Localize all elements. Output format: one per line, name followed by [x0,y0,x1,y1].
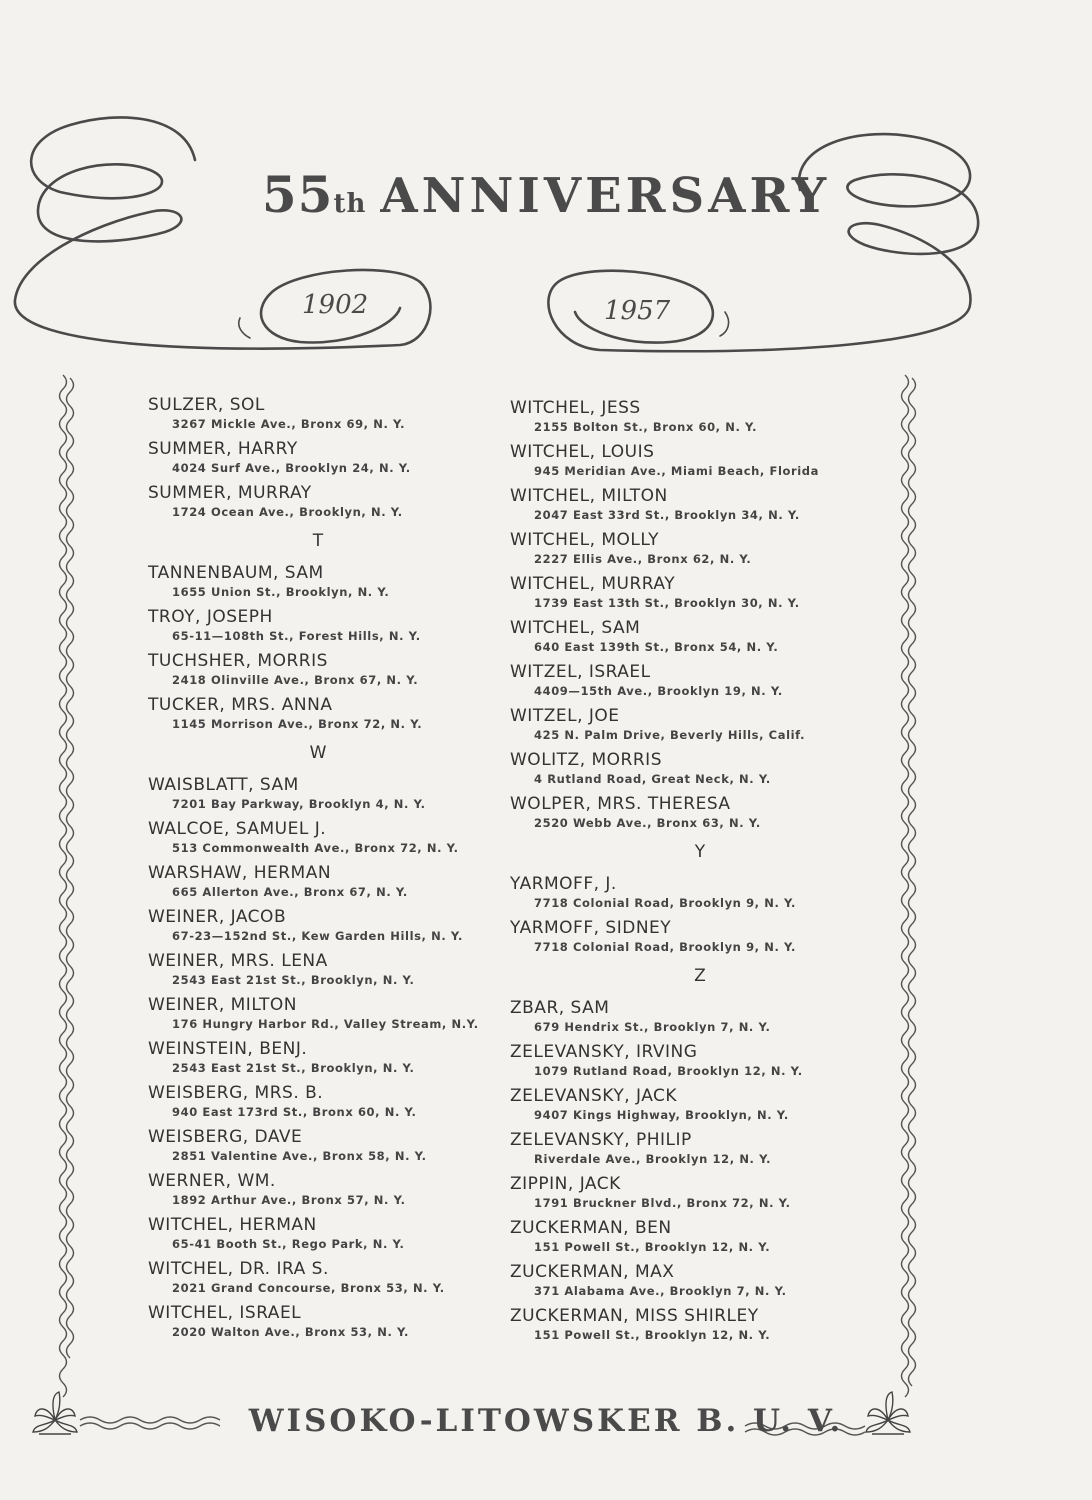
member-entry [148,863,488,901]
member-entry [148,563,488,601]
member-address: 7718 Colonial Road, Brooklyn 9, N. Y. [534,896,797,910]
member-address: 679 Hendrix St., Brooklyn 7, N. Y. [534,1020,771,1034]
member-entry [148,1303,488,1341]
member-name: YARMOFF, SIDNEY [510,918,672,938]
member-name: WITCHEL, LOUIS [510,442,655,462]
member-address: 2227 Ellis Ave., Bronx 62, N. Y. [534,552,752,566]
member-name: ZUCKERMAN, MISS SHIRLEY [510,1306,759,1326]
member-entry [510,618,890,656]
member-entry [510,486,890,524]
member-address: 65-11—108th St., Forest Hills, N. Y. [172,629,421,643]
member-entry [510,442,890,480]
member-entry [148,651,488,689]
member-entry [148,995,488,1033]
member-entry [148,1171,488,1209]
member-address: 3267 Mickle Ave., Bronx 69, N. Y. [172,417,406,431]
member-entry [148,439,488,477]
member-address: 9407 Kings Highway, Brooklyn, N. Y. [534,1108,789,1122]
member-entry [510,1174,890,1212]
member-name: WEINER, JACOB [148,907,287,927]
member-name: ZUCKERMAN, BEN [510,1218,672,1238]
member-name: WITCHEL, JESS [510,398,641,418]
member-address: 2851 Valentine Ave., Bronx 58, N. Y. [172,1149,427,1163]
organization-name: WISOKO-LITOWSKER B. U. V. [248,1403,844,1439]
member-entry [510,1086,890,1124]
member-address: 640 East 139th St., Bronx 54, N. Y. [534,640,779,654]
member-address: 2543 East 21st St., Brooklyn, N. Y. [172,1061,415,1075]
member-address: 7718 Colonial Road, Brooklyn 9, N. Y. [534,940,797,954]
member-name: TANNENBAUM, SAM [148,563,324,583]
title-suffix: th [333,189,367,219]
member-address: 1791 Bruckner Blvd., Bronx 72, N. Y. [534,1196,791,1210]
member-name: TUCHSHER, MORRIS [148,651,328,671]
left-wavy-border [60,375,67,1397]
member-address: 425 N. Palm Drive, Beverly Hills, Calif. [534,728,806,742]
member-entry [148,695,488,733]
member-name: WEISBERG, MRS. B. [148,1083,324,1103]
section-letter: Y [694,842,706,862]
member-entry [510,998,890,1036]
member-address: 2543 East 21st St., Brooklyn, N. Y. [172,973,415,987]
member-name: WITCHEL, MURRAY [510,574,676,594]
right-wavy-border [902,375,909,1397]
member-address: 4409—15th Ave., Brooklyn 19, N. Y. [534,684,783,698]
member-entry [510,794,890,832]
member-entry [148,1259,488,1297]
member-name: ZELEVANSKY, IRVING [510,1042,698,1062]
member-name: WEISBERG, DAVE [148,1127,303,1147]
member-name: WEINSTEIN, BENJ. [148,1039,308,1059]
member-entry [510,398,890,436]
member-address: 7201 Bay Parkway, Brooklyn 4, N. Y. [172,797,426,811]
member-entry [148,607,488,645]
member-address: 665 Allerton Ave., Bronx 67, N. Y. [172,885,408,899]
member-name: ZIPPIN, JACK [510,1174,621,1194]
member-address: 1655 Union St., Brooklyn, N. Y. [172,585,390,599]
member-name: WERNER, WM. [148,1171,276,1191]
member-name: SULZER, SOL [148,395,265,415]
member-entry [510,750,890,788]
member-name: WITCHEL, SAM [510,618,641,638]
member-entry [148,907,488,945]
member-name: SUMMER, MURRAY [148,483,312,503]
member-entry [148,775,488,813]
member-name: WOLPER, MRS. THERESA [510,794,731,814]
member-entry [510,1262,890,1300]
year-start: 1902 [302,290,369,320]
section-letter: W [309,743,327,763]
member-entry [510,874,890,912]
member-name: WITCHEL, DR. IRA S. [148,1259,329,1279]
member-address: 513 Commonwealth Ave., Bronx 72, N. Y. [172,841,459,855]
member-address: 2418 Olinville Ave., Bronx 67, N. Y. [172,673,419,687]
member-entry [510,1042,890,1080]
member-address: 2020 Walton Ave., Bronx 53, N. Y. [172,1325,410,1339]
member-address: 945 Meridian Ave., Miami Beach, Florida [534,464,819,478]
member-name: WALCOE, SAMUEL J. [148,819,327,839]
member-entry [510,530,890,568]
member-address: 371 Alabama Ave., Brooklyn 7, N. Y. [534,1284,787,1298]
member-entry [510,662,890,700]
member-entry [148,395,488,433]
member-address: 1892 Arthur Ave., Bronx 57, N. Y. [172,1193,406,1207]
member-entry [148,1127,488,1165]
right-column [510,398,890,1350]
year-end: 1957 [604,296,671,326]
member-name: SUMMER, HARRY [148,439,298,459]
left-column [148,395,488,1347]
member-entry [148,951,488,989]
member-name: WOLITZ, MORRIS [510,750,662,770]
member-address: 65-41 Booth St., Rego Park, N. Y. [172,1237,405,1251]
member-name: ZELEVANSKY, JACK [510,1086,678,1106]
member-address: 2155 Bolton St., Bronx 60, N. Y. [534,420,758,434]
member-name: WEINER, MRS. LENA [148,951,328,971]
member-entry [148,1215,488,1253]
member-address: 1724 Ocean Ave., Brooklyn, N. Y. [172,505,403,519]
section-letter: Z [694,966,706,986]
member-entry [148,1039,488,1077]
member-name: WITCHEL, MILTON [510,486,668,506]
member-address: 2047 East 33rd St., Brooklyn 34, N. Y. [534,508,800,522]
member-name: WITCHEL, HERMAN [148,1215,317,1235]
title-number: 55 [261,165,334,224]
member-address: 2021 Grand Concourse, Bronx 53, N. Y. [172,1281,445,1295]
anniversary-title [0,165,1092,224]
member-name: WITZEL, ISRAEL [510,662,651,682]
member-address: 1079 Rutland Road, Brooklyn 12, N. Y. [534,1064,803,1078]
member-address: 4 Rutland Road, Great Neck, N. Y. [534,772,771,786]
member-address: 4024 Surf Ave., Brooklyn 24, N. Y. [172,461,411,475]
member-entry [148,1083,488,1121]
member-entry [510,918,890,956]
member-address: 1739 East 13th St., Brooklyn 30, N. Y. [534,596,800,610]
member-address: Riverdale Ave., Brooklyn 12, N. Y. [534,1152,772,1166]
member-name: TUCKER, MRS. ANNA [148,695,333,715]
member-address: 151 Powell St., Brooklyn 12, N. Y. [534,1240,771,1254]
member-name: ZUCKERMAN, MAX [510,1262,675,1282]
member-entry [148,483,488,521]
section-letter: T [312,531,324,551]
member-name: WITCHEL, MOLLY [510,530,660,550]
member-entry [148,819,488,857]
member-name: WITCHEL, ISRAEL [148,1303,302,1323]
member-entry [510,1218,890,1256]
member-address: 67-23—152nd St., Kew Garden Hills, N. Y. [172,929,463,943]
member-address: 151 Powell St., Brooklyn 12, N. Y. [534,1328,771,1342]
member-entry [510,1306,890,1344]
member-address: 2520 Webb Ave., Bronx 63, N. Y. [534,816,761,830]
title-word: ANNIVERSARY [380,168,831,224]
member-entry [510,706,890,744]
member-entry [510,574,890,612]
member-entry [510,1130,890,1168]
member-name: ZELEVANSKY, PHILIP [510,1130,692,1150]
member-name: WITZEL, JOE [510,706,620,726]
member-name: YARMOFF, J. [510,874,617,894]
member-address: 940 East 173rd St., Bronx 60, N. Y. [172,1105,417,1119]
member-name: WAISBLATT, SAM [148,775,299,795]
member-name: WARSHAW, HERMAN [148,863,332,883]
member-address: 176 Hungry Harbor Rd., Valley Stream, N.Y. [172,1017,479,1031]
member-name: TROY, JOSEPH [148,607,273,627]
member-name: WEINER, MILTON [148,995,297,1015]
member-name: ZBAR, SAM [510,998,610,1018]
member-address: 1145 Morrison Ave., Bronx 72, N. Y. [172,717,423,731]
